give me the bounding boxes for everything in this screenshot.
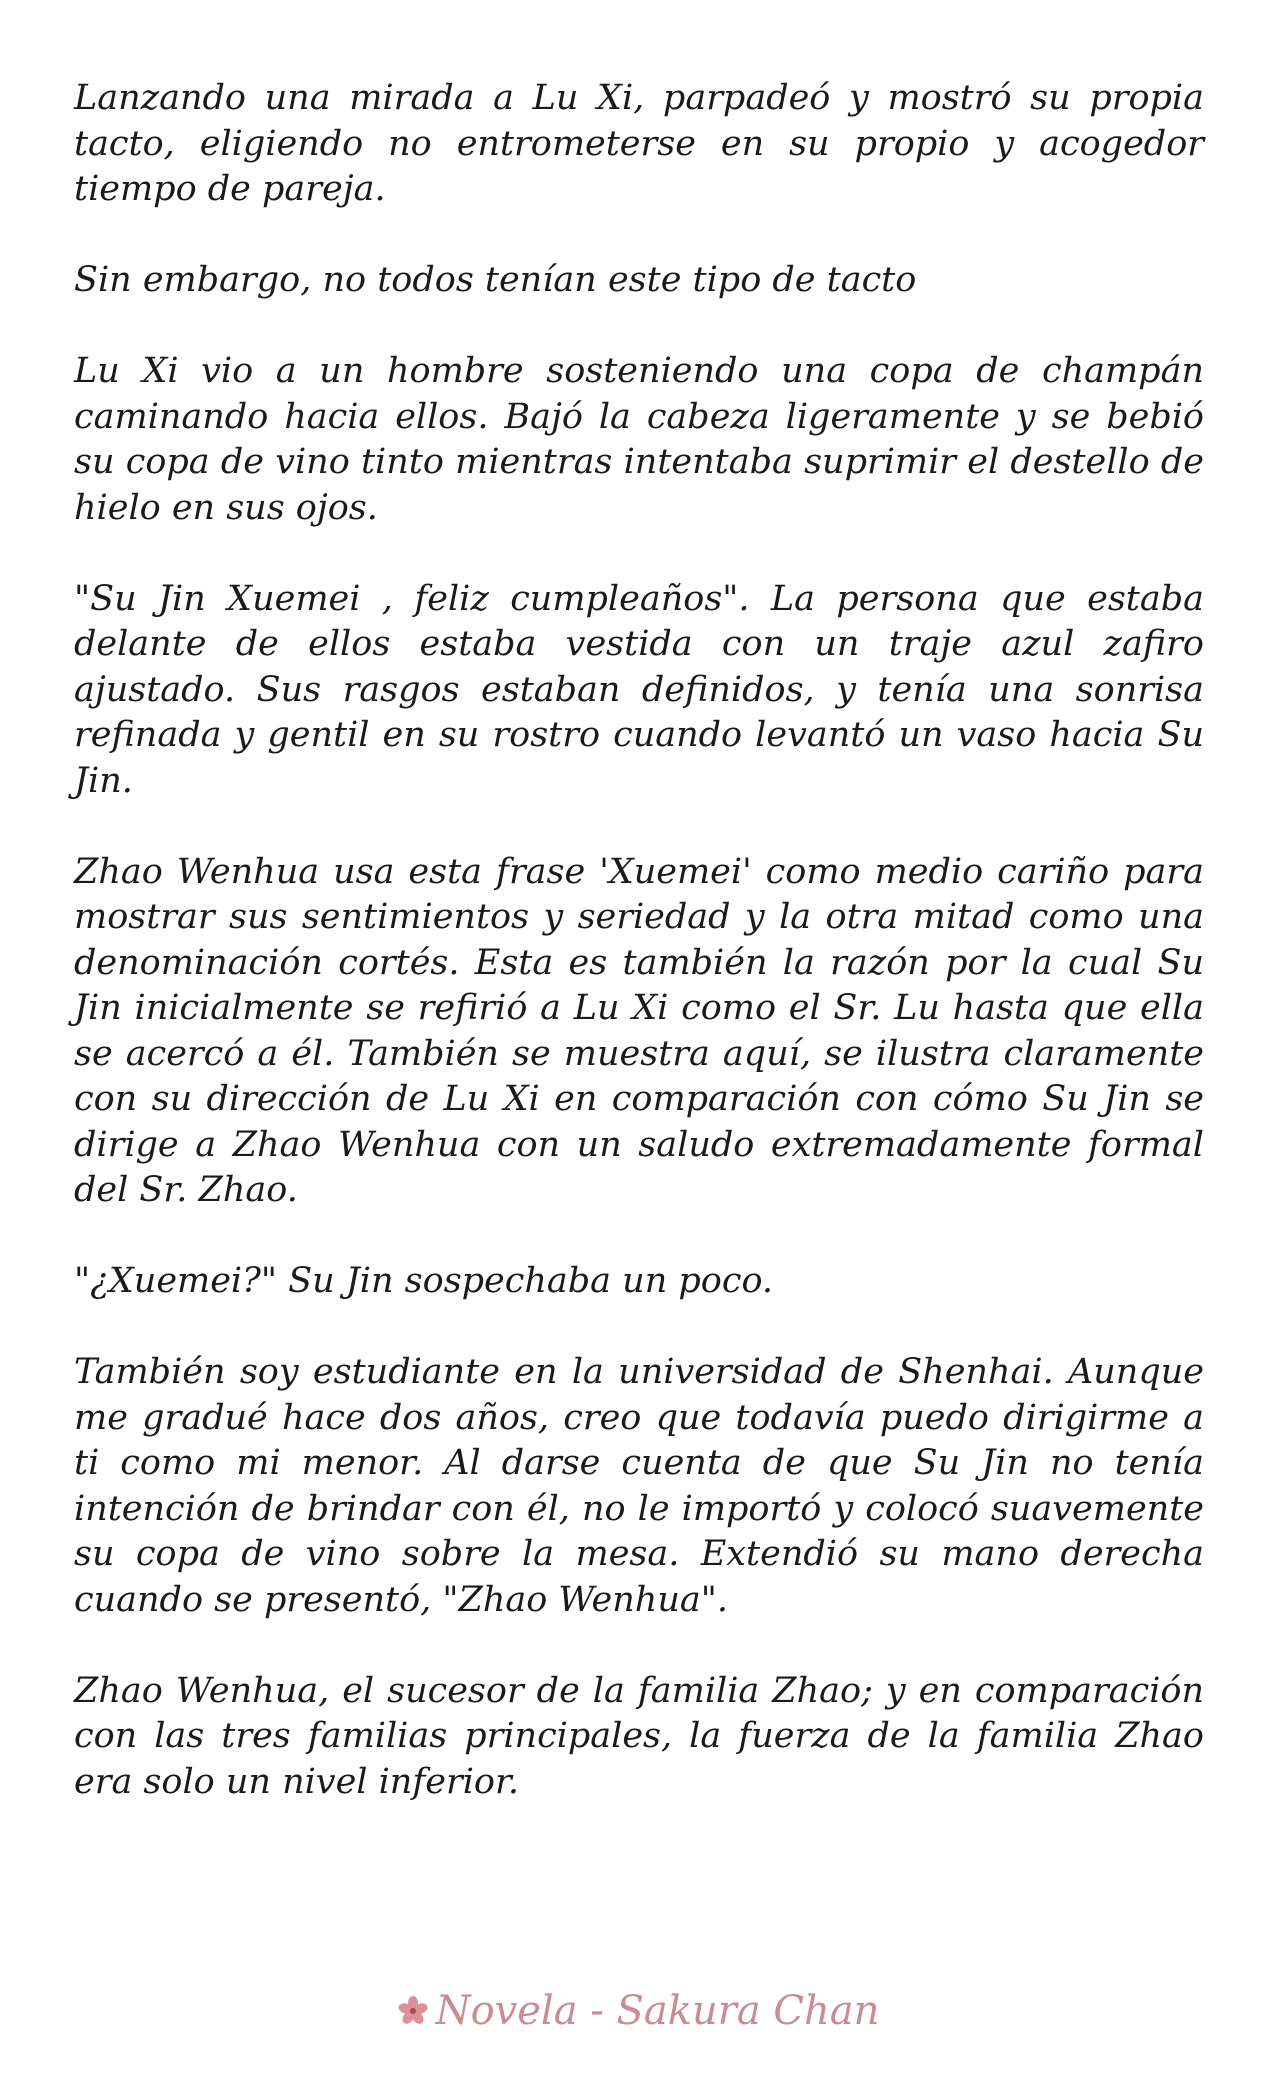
paragraph-2: Sin embargo, no todos tenían este tipo de tacto <box>74 260 917 300</box>
paragraph-1: Lanzando una mirada a Lu Xi, parpadeó y mostró su propia tacto, eligiendo no entrometerse en su propio y acogedor tiempo de pareja. <box>74 78 1204 209</box>
paragraph-3: Lu Xi vio a un hombre sosteniendo una copa de champán caminando hacia ellos. Bajó la cabeza ligeramente y se bebió su copa de vino tinto mientras intentaba suprimir el destello de hielo en sus ojos. <box>74 351 1204 528</box>
sakura-flower-icon <box>396 1990 430 2024</box>
paragraph-5: Zhao Wenhua usa esta frase 'Xuemei' como medio cariño para mostrar sus sentimientos y seriedad y la otra mitad como una denominación cortés. Esta es también la razón por la cual Su Jin inicialmente se refirió a Lu Xi como el Sr. Lu hasta que ella se acercó a él. También se muestra aquí, se ilustra claramente con su dirección de Lu Xi en comparación con cómo Su Jin se dirige a Zhao Wenhua con un saludo extremadamente formal del Sr. Zhao. <box>74 851 1204 1210</box>
paragraph-6: "¿Xuemei?" Su Jin sospechaba un poco. <box>74 1261 774 1301</box>
paragraph-7: También soy estudiante en la universidad de Shenhai. Aunque me gradué hace dos años, creo que todavía puedo dirigirme a ti como mi menor. Al darse cuenta de que Su Jin no tenía intención de brindar con él, no le importó y colocó suavemente su copa de vino sobre la mesa. Extendió su mano derecha cuando se presentó, "Zhao Wenhua". <box>74 1352 1204 1620</box>
footer-label: Novela - Sakura Chan <box>435 1988 880 2034</box>
paragraph-8: Zhao Wenhua, el sucesor de la familia Zhao; y en comparación con las tres familias principales, la fuerza de la familia Zhao era solo un nivel inferior. <box>74 1670 1204 1802</box>
paragraph-4: "Su Jin Xuemei , feliz cumpleaños". La persona que estaba delante de ellos estaba vestida con un traje azul zafiro ajustado. Sus rasgos estaban definidos, y tenía una sonrisa refinada y gentil en su rostro cuando levantó un vaso hacia Su Jin. <box>74 578 1204 801</box>
chapter-text <box>74 76 1204 1851</box>
footer-watermark <box>0 1986 1275 2036</box>
